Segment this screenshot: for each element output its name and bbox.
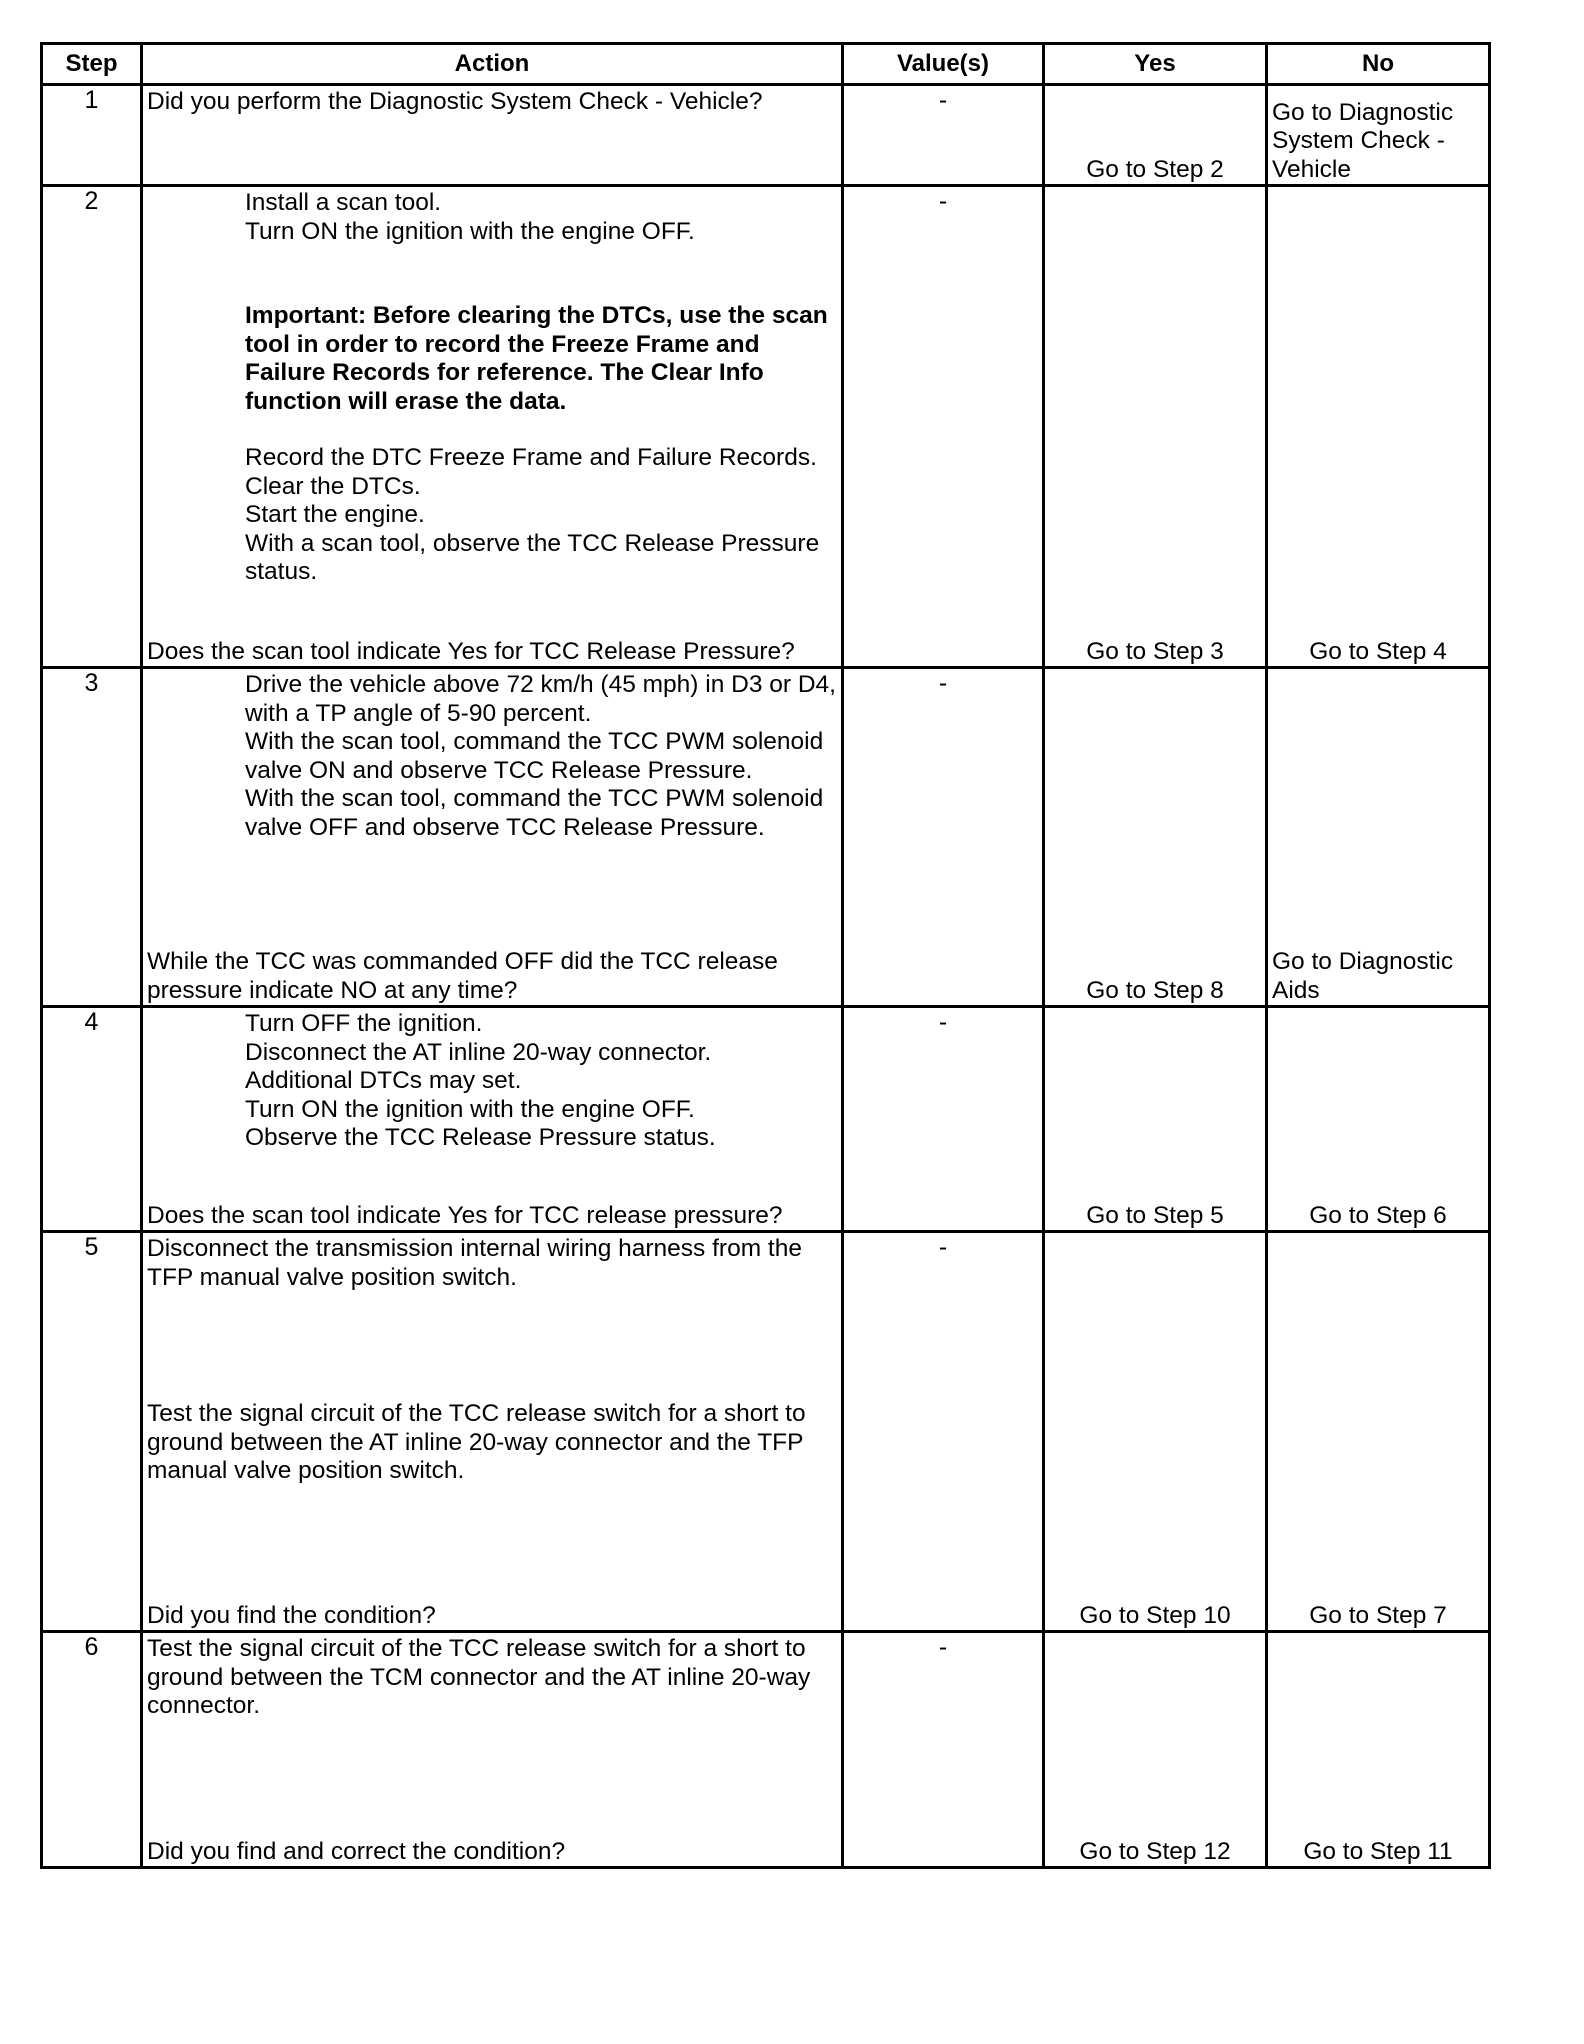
table-row-step-1 [42, 85, 1490, 186]
yes-cell [1044, 1007, 1267, 1232]
substep: Install a scan tool. [245, 189, 442, 216]
no-cell [1267, 1632, 1490, 1868]
table-header-row [42, 44, 1490, 85]
value-cell: - [843, 668, 1044, 1007]
substep: Observe the TCC Release Pressure status. [245, 1124, 716, 1151]
yes-cell [1044, 186, 1267, 668]
action-cell [142, 186, 843, 668]
yes-link[interactable]: Go to Step 8 [1086, 976, 1224, 1004]
header-step: Step [42, 44, 142, 85]
action-cell [142, 1232, 843, 1632]
action-cell [142, 85, 843, 186]
no-link[interactable]: Go to Diagnostic System Check - Vehicle [1272, 98, 1454, 183]
action-cell [142, 1632, 843, 1868]
substep: Turn ON the ignition with the engine OFF. [245, 217, 695, 245]
action-question: Did you perform the Diagnostic System Check - Vehicle? [147, 88, 763, 115]
action-question: Does the scan tool indicate Yes for TCC Release Pressure? [147, 637, 795, 665]
action-cell [142, 1007, 843, 1232]
substep: Disconnect the AT inline 20-way connector. [245, 1038, 712, 1066]
value-cell: - [843, 1007, 1044, 1232]
action-question: While the TCC was commanded OFF did the TCC release pressure indicate NO at any time? [147, 948, 778, 1004]
header-no: No [1267, 44, 1490, 85]
table-row-step-2 [42, 186, 1490, 668]
no-cell [1267, 186, 1490, 668]
header-values: Value(s) [843, 44, 1044, 85]
step-number: 5 [42, 1232, 142, 1632]
action-cell [142, 668, 843, 1007]
table-row-step-5 [42, 1232, 1490, 1632]
no-link[interactable]: Go to Step 11 [1303, 1837, 1453, 1865]
action-instruction: Disconnect the transmission internal wiring harness from the TFP manual valve position switch. [147, 1235, 802, 1291]
action-question: Did you find and correct the condition? [147, 1837, 566, 1865]
table-row-step-4 [42, 1007, 1490, 1232]
yes-cell [1044, 1632, 1267, 1868]
header-action: Action [142, 44, 843, 85]
no-link[interactable]: Go to Step 7 [1309, 1601, 1447, 1629]
yes-link[interactable]: Go to Step 12 [1079, 1837, 1231, 1865]
step-number: 4 [42, 1007, 142, 1232]
substep: With the scan tool, command the TCC PWM solenoid valve ON and observe TCC Release Pressure. [245, 728, 824, 784]
action-test: Test the signal circuit of the TCC release switch for a short to ground between the AT inline 20-way connector and the TFP manual valve position switch. [147, 1400, 806, 1484]
action-question: Does the scan tool indicate Yes for TCC release pressure? [147, 1201, 783, 1229]
substep: Drive the vehicle above 72 km/h (45 mph) in D3 or D4, with a TP angle of 5-90 percent. [245, 671, 836, 727]
no-link[interactable]: Go to Step 4 [1309, 637, 1447, 665]
table-row-step-3 [42, 668, 1490, 1007]
value-cell: - [843, 85, 1044, 186]
no-link[interactable]: Go to Step 6 [1309, 1201, 1447, 1229]
yes-cell [1044, 85, 1267, 186]
step-number: 3 [42, 668, 142, 1007]
value-cell: - [843, 1232, 1044, 1632]
substep: Turn ON the ignition with the engine OFF. [245, 1095, 695, 1123]
step-number: 6 [42, 1632, 142, 1868]
yes-link[interactable]: Go to Step 3 [1086, 637, 1224, 665]
no-cell [1267, 668, 1490, 1007]
yes-link[interactable]: Go to Step 2 [1086, 155, 1224, 183]
important-note: Important: Before clearing the DTCs, use the scan tool in order to record the Freeze Frame and Failure Records for reference. The Clear Info function will erase the data. [245, 302, 828, 415]
substep: Record the DTC Freeze Frame and Failure Records. [245, 444, 817, 471]
yes-link[interactable]: Go to Step 10 [1079, 1601, 1231, 1629]
substep: Additional DTCs may set. [245, 1067, 522, 1094]
no-cell [1267, 85, 1490, 186]
diagnostic-table [40, 42, 1491, 1869]
substep: With a scan tool, observe the TCC Release Pressure status. [245, 529, 820, 585]
no-cell [1267, 1007, 1490, 1232]
step-number: 2 [42, 186, 142, 668]
header-yes: Yes [1044, 44, 1267, 85]
no-link[interactable]: Go to Diagnostic Aids [1272, 948, 1454, 1004]
action-question: Did you find the condition? [147, 1601, 436, 1629]
substep: Turn OFF the ignition. [245, 1010, 483, 1037]
no-cell [1267, 1232, 1490, 1632]
substep: Start the engine. [245, 501, 425, 528]
value-cell: - [843, 1632, 1044, 1868]
step-number: 1 [42, 85, 142, 186]
value-cell: - [843, 186, 1044, 668]
yes-link[interactable]: Go to Step 5 [1086, 1201, 1224, 1229]
yes-cell [1044, 668, 1267, 1007]
action-test: Test the signal circuit of the TCC release switch for a short to ground between the TCM connector and the AT inline 20-way connector. [147, 1635, 811, 1719]
substep: With the scan tool, command the TCC PWM solenoid valve OFF and observe TCC Release Pressure. [245, 785, 824, 841]
table-row-step-6 [42, 1632, 1490, 1868]
substep: Clear the DTCs. [245, 472, 421, 500]
yes-cell [1044, 1232, 1267, 1632]
